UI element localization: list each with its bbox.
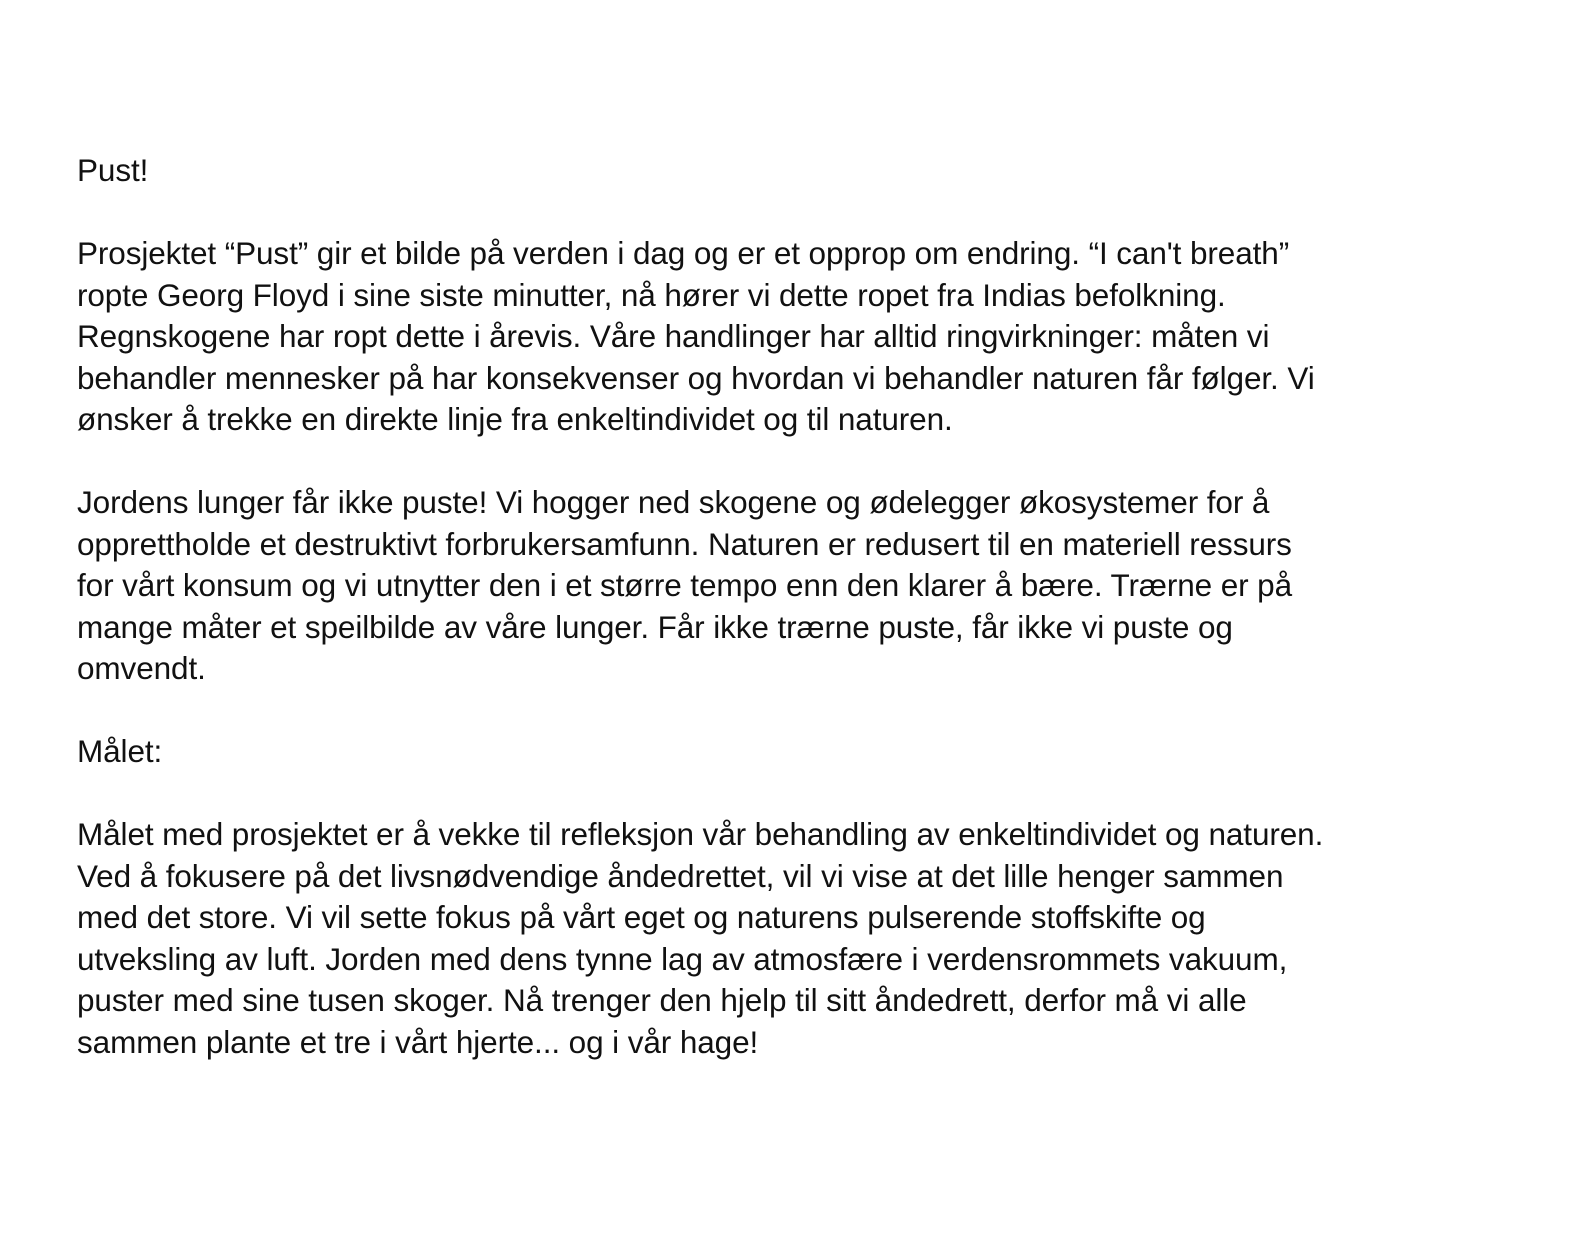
paragraph-line: for vårt konsum og vi utnytter den i et større tempo enn den klarer å bære. Trærne er på bbox=[77, 567, 1293, 603]
paragraph-line: behandler mennesker på har konsekvenser og hvordan vi behandler naturen får følger. Vi bbox=[77, 359, 1315, 396]
paragraph-line: ønsker å trekke en direkte linje fra enkeltindividet og til naturen. bbox=[77, 401, 953, 437]
paragraph-line: Jordens lunger får ikke puste! Vi hogger ned skogene og ødelegger økosystemer for å bbox=[77, 484, 1270, 520]
paragraph-intro bbox=[77, 233, 1557, 441]
document-body bbox=[77, 150, 1557, 1063]
paragraph-line: utveksling av luft. Jorden med dens tynne lag av atmosfære i verdensrommets vakuum, bbox=[77, 940, 1288, 977]
heading-malet bbox=[77, 731, 1557, 773]
paragraph-line: opprettholde et destruktivt forbrukersamfunn. Naturen er redusert til en materiell ressurs bbox=[77, 525, 1292, 562]
paragraph-line: sammen plante et tre i vårt hjerte... og i vår hage! bbox=[77, 1023, 759, 1060]
paragraph-goal bbox=[77, 814, 1557, 1063]
paragraph-line: mange måter et speilbilde av våre lunger. Får ikke trærne puste, får ikke vi puste og bbox=[77, 608, 1233, 645]
paragraph-line: Målet med prosjektet er å vekke til refleksjon vår behandling av enkeltindividet og naturen. bbox=[77, 816, 1324, 852]
paragraph-line: Prosjektet “Pust” gir et bilde på verden i dag og er et opprop om endring. “I can't breath” bbox=[77, 235, 1290, 271]
paragraph-line: ropte Georg Floyd i sine siste minutter, nå hører vi dette ropet fra Indias befolkning. bbox=[77, 276, 1226, 313]
paragraph-line: puster med sine tusen skoger. Nå trenger den hjelp til sitt åndedrett, derfor må vi alle bbox=[77, 982, 1247, 1018]
paragraph-line: Regnskogene har ropt dette i årevis. Våre handlinger har alltid ringvirkninger: måten vi bbox=[77, 318, 1270, 354]
paragraph-line: med det store. Vi vil sette fokus på vårt eget og naturens pulserende stoffskifte og bbox=[77, 899, 1206, 935]
paragraph-line: Ved å fokusere på det livsnødvendige åndedrettet, vil vi vise at det lille henger sammen bbox=[77, 857, 1284, 894]
heading-pust bbox=[77, 150, 1557, 192]
paragraph-lungs bbox=[77, 482, 1557, 690]
paragraph-line: omvendt. bbox=[77, 650, 206, 686]
heading-text: Pust! bbox=[77, 152, 149, 188]
heading-text: Målet: bbox=[77, 733, 163, 769]
